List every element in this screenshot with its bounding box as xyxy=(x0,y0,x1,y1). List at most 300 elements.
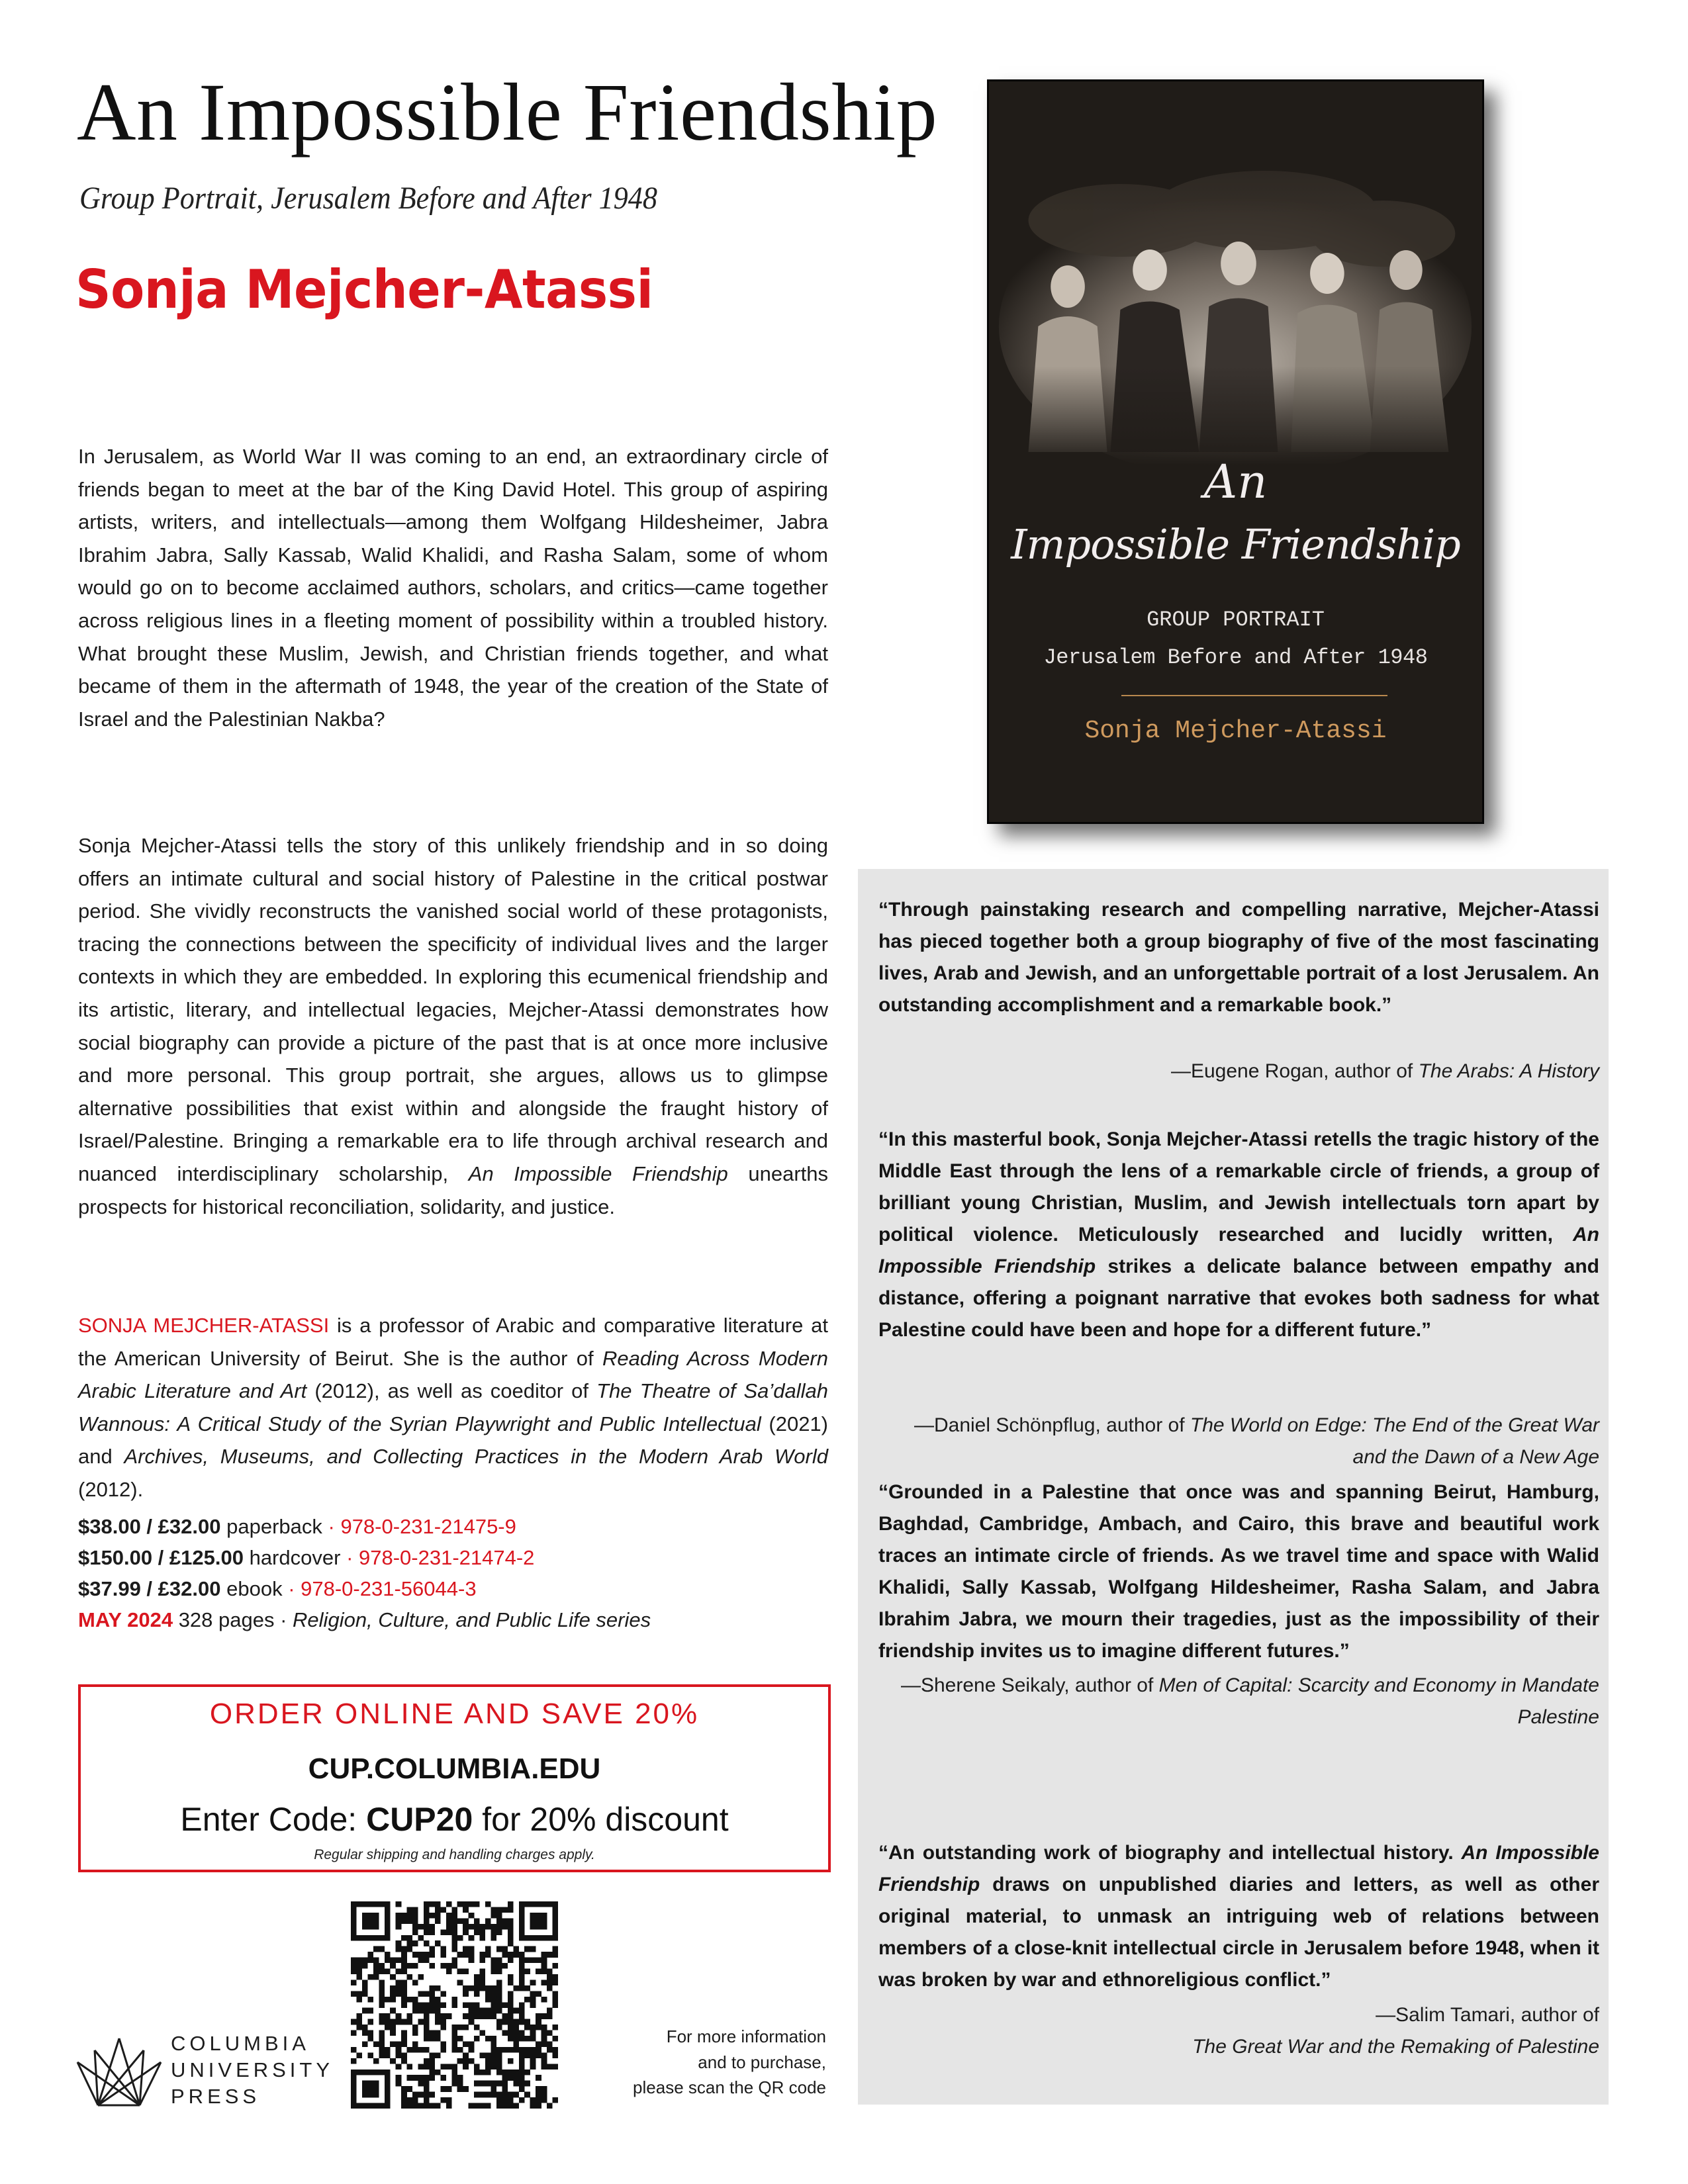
qr-module xyxy=(541,1935,547,1941)
qr-module xyxy=(424,2019,430,2025)
qr-module xyxy=(524,2025,530,2030)
qr-module xyxy=(463,1929,469,1935)
qr-module xyxy=(396,1991,402,1997)
qr-module xyxy=(367,2008,373,2014)
qr-module xyxy=(367,1952,373,1958)
format: ebook xyxy=(226,1577,283,1600)
qr-module xyxy=(379,2030,385,2036)
qr-module xyxy=(451,2064,457,2070)
qr-module xyxy=(424,2103,430,2109)
qr-module xyxy=(435,2070,441,2075)
qr-module xyxy=(491,1935,496,1941)
qr-module xyxy=(435,1985,441,1991)
qr-module xyxy=(362,1913,368,1919)
qr-module xyxy=(502,2070,508,2075)
qr-module xyxy=(474,2070,480,2075)
qr-module xyxy=(401,1952,407,1958)
bio-name: SONJA MEJCHER-ATASSI xyxy=(78,1314,330,1337)
qr-module xyxy=(429,2075,435,2081)
qr-module xyxy=(351,1979,357,1985)
qr-module xyxy=(469,1985,475,1991)
qr-module xyxy=(536,2075,541,2081)
qr-module xyxy=(508,2030,514,2036)
qr-module xyxy=(519,2064,525,2070)
qr-module xyxy=(496,1907,502,1913)
qr-module xyxy=(524,1958,530,1964)
footer-line: For more information xyxy=(666,2026,826,2046)
qr-module xyxy=(519,2008,525,2014)
qr-module xyxy=(524,1946,530,1952)
bio-book-title: Archives, Museums, and Collecting Practices in the Modern Arab World xyxy=(124,1445,828,1469)
qr-module xyxy=(480,1935,486,1941)
qr-module xyxy=(474,1979,480,1985)
publisher-line: COLUMBIA xyxy=(171,2032,310,2055)
qr-module xyxy=(424,1907,430,1913)
qr-module xyxy=(457,2025,463,2030)
qr-module xyxy=(508,1979,514,1985)
qr-module xyxy=(457,1952,463,1958)
qr-module xyxy=(429,1963,435,1969)
qr-module xyxy=(469,1924,475,1930)
qr-module xyxy=(446,2086,452,2092)
description-text: In Jerusalem, as World War II was coming to an end, an extraordinary circle of friends began to meet at the bar of the King David Hotel. This group of aspiring artists, writers, and intellectuals—among them Wolfgang Hildesheimer, Jabra Ibrahim Jabra, Sally Kassab, Walid Khalidi, and Rasha Salam, some of whom would go on to become acclaimed authors, scholars, and critics—came together across religious lines in a fleeting moment of possibility within a troubled history. What brought these Muslim, Jewish, and Christian friends together, and what became of them in the aftermath of 1948, the year of the creation of the State of Israel and the Palestinian Nakba? xyxy=(78,445,828,731)
qr-module xyxy=(435,2030,441,2036)
qr-module xyxy=(541,2058,547,2064)
qr-module xyxy=(463,1952,469,1958)
qr-module xyxy=(541,2041,547,2047)
qr-module xyxy=(491,2002,496,2008)
qr-module xyxy=(541,1952,547,1958)
qr-module xyxy=(356,1935,362,1941)
qr-module xyxy=(429,1901,435,1907)
qr-module xyxy=(524,1985,530,1991)
qr-module xyxy=(373,1901,379,1907)
price-list xyxy=(78,1511,828,1635)
qr-module xyxy=(541,1958,547,1964)
qr-module xyxy=(424,2047,430,2053)
qr-module xyxy=(485,1924,491,1930)
qr-module xyxy=(440,2041,446,2047)
qr-module xyxy=(356,1997,362,2003)
qr-module xyxy=(469,2058,475,2064)
qr-module xyxy=(435,1901,441,1907)
qr-module xyxy=(553,1952,558,1958)
qr-module xyxy=(547,1974,553,1980)
qr-module xyxy=(418,1935,424,1941)
qr-module xyxy=(513,2070,519,2075)
qr-module xyxy=(390,2008,396,2014)
qr-module xyxy=(502,1952,508,1958)
qr-module xyxy=(418,1952,424,1958)
qr-module xyxy=(474,2081,480,2087)
qr-module xyxy=(351,1963,357,1969)
qr-module xyxy=(390,2019,396,2025)
cover-title-line1: An xyxy=(1203,455,1268,509)
qr-module xyxy=(412,1997,418,2003)
cover-group-photo xyxy=(989,81,1482,465)
publication-date: MAY 2024 xyxy=(78,1608,173,1631)
qr-module xyxy=(407,1913,413,1919)
qr-module xyxy=(451,2041,457,2047)
qr-module xyxy=(491,1958,496,1964)
qr-module xyxy=(424,2092,430,2098)
qr-module xyxy=(424,2030,430,2036)
qr-module xyxy=(362,1901,368,1907)
qr-module xyxy=(435,1918,441,1924)
qr-module xyxy=(429,1985,435,1991)
qr-module xyxy=(469,2013,475,2019)
qr-module xyxy=(547,2041,553,2047)
qr-module xyxy=(446,1924,452,1930)
attribution-work: The World on Edge: The End of the Great War and the Dawn of a New Age xyxy=(1190,1414,1599,1468)
qr-module xyxy=(356,1974,362,1980)
qr-module xyxy=(502,2075,508,2081)
qr-module xyxy=(519,1963,525,1969)
qr-module xyxy=(401,2036,407,2042)
qr-module xyxy=(401,2002,407,2008)
qr-module xyxy=(446,1929,452,1935)
qr-module xyxy=(373,1913,379,1919)
qr-module xyxy=(356,2025,362,2030)
qr-module xyxy=(424,1913,430,1919)
qr-module xyxy=(446,2013,452,2019)
qr-module xyxy=(379,2070,385,2075)
qr-module xyxy=(362,2025,368,2030)
qr-module xyxy=(451,2047,457,2053)
qr-module xyxy=(385,2025,391,2030)
qr-module xyxy=(385,2097,391,2103)
qr-module xyxy=(547,1969,553,1975)
qr-module xyxy=(553,1963,558,1969)
footer-info xyxy=(583,2024,826,2101)
qr-module xyxy=(362,1918,368,1924)
qr-module xyxy=(553,2036,558,2042)
qr-module xyxy=(480,2070,486,2075)
qr-module xyxy=(401,2086,407,2092)
qr-module xyxy=(513,1985,519,1991)
qr-module xyxy=(351,2092,357,2098)
qr-module xyxy=(362,2030,368,2036)
qr-module xyxy=(496,1991,502,1997)
qr-module xyxy=(440,2019,446,2025)
qr-module xyxy=(385,2103,391,2109)
qr-module xyxy=(373,2070,379,2075)
qr-module xyxy=(553,1918,558,1924)
qr-module xyxy=(536,1924,541,1930)
qr-module xyxy=(407,1963,413,1969)
qr-module xyxy=(401,2052,407,2058)
qr-module xyxy=(435,2013,441,2019)
qr-module xyxy=(390,2030,396,2036)
qr-module xyxy=(407,1935,413,1941)
qr-module xyxy=(508,2025,514,2030)
qr-module xyxy=(502,2030,508,2036)
qr-module xyxy=(519,2030,525,2036)
qr-module xyxy=(463,1907,469,1913)
qr-module xyxy=(379,2047,385,2053)
qr-module xyxy=(373,1963,379,1969)
qr-module xyxy=(379,2036,385,2042)
qr-module xyxy=(446,1963,452,1969)
qr-module xyxy=(351,1991,357,1997)
qr-module xyxy=(379,2013,385,2019)
qr-module xyxy=(367,2019,373,2025)
qr-module xyxy=(547,1979,553,1985)
qr-module xyxy=(513,2047,519,2053)
order-url-link[interactable]: CUP.COLUMBIA.EDU xyxy=(308,1752,601,1785)
qr-module xyxy=(513,2025,519,2030)
qr-module xyxy=(480,1979,486,1985)
qr-module xyxy=(491,2052,496,2058)
qr-module xyxy=(429,2002,435,2008)
qr-module xyxy=(519,2002,525,2008)
qr-module xyxy=(496,2064,502,2070)
qr-module xyxy=(362,1985,368,1991)
description-text: Sonja Mejcher-Atassi tells the story of this unlikely friendship and in so doing offers an intimate cultural and social history of Palestine in the critical postwar period. She vividly reconstructs the vanished social world of these protagonists, tracing the connections between the specificity of individual lives and the larger contexts in which they are embedded. In exploring this ecumenical friendship and its artistic, literary, and intellectual legacies, Mejcher-Atassi demonstrates how social biography can provide a picture of the past that is at once more inclusive and more personal. This group portrait, she argues, allows us to glimpse alternative possibilities that exist within and alongside the fraught history of Israel/Palestine. Bringing a remarkable era to life through archival research and nuanced interdisciplinary scholarship, xyxy=(78,834,828,1185)
qr-module xyxy=(536,1958,541,1964)
qr-module xyxy=(390,2058,396,2064)
footer-line: please scan the QR code xyxy=(633,2077,826,2097)
qr-module xyxy=(513,2092,519,2098)
qr-module xyxy=(480,1929,486,1935)
qr-module xyxy=(485,2052,491,2058)
qr-module xyxy=(496,2002,502,2008)
qr-module xyxy=(390,1991,396,1997)
qr-module xyxy=(424,2081,430,2087)
qr-module xyxy=(480,2008,486,2014)
qr-module xyxy=(367,2030,373,2036)
qr-module xyxy=(356,2019,362,2025)
qr-module xyxy=(474,2036,480,2042)
qr-module xyxy=(440,1952,446,1958)
qr-module xyxy=(351,1913,357,1919)
qr-module xyxy=(429,2030,435,2036)
qr-module xyxy=(491,1907,496,1913)
qr-module xyxy=(429,1913,435,1919)
qr-module xyxy=(519,2081,525,2087)
qr-module xyxy=(553,1907,558,1913)
endorsement-attribution xyxy=(878,1410,1599,1473)
qr-module xyxy=(496,1958,502,1964)
qr-module xyxy=(469,2041,475,2047)
qr-module xyxy=(351,2081,357,2087)
qr-module xyxy=(407,2047,413,2053)
qr-module xyxy=(530,1935,536,1941)
qr-module xyxy=(379,1969,385,1975)
qr-module xyxy=(424,2025,430,2030)
quote-text: “An outstanding work of biography and intellectual history. xyxy=(878,1842,1454,1864)
qr-module xyxy=(401,1958,407,1964)
qr-module xyxy=(367,2070,373,2075)
qr-module xyxy=(541,2097,547,2103)
qr-module xyxy=(396,2041,402,2047)
qr-module xyxy=(396,2047,402,2053)
qr-module xyxy=(351,1924,357,1930)
qr-module xyxy=(491,1913,496,1919)
qr-module xyxy=(496,2070,502,2075)
qr-module xyxy=(480,2013,486,2019)
qr-module xyxy=(412,1924,418,1930)
qr-module xyxy=(508,2047,514,2053)
qr-module xyxy=(418,2075,424,2081)
qr-module xyxy=(412,1952,418,1958)
qr-module xyxy=(541,2013,547,2019)
qr-module xyxy=(519,1935,525,1941)
qr-module xyxy=(424,2058,430,2064)
endorsement-attribution xyxy=(878,1056,1599,1087)
qr-module xyxy=(440,2064,446,2070)
qr-module xyxy=(401,2097,407,2103)
qr-module xyxy=(513,2081,519,2087)
qr-module xyxy=(547,2103,553,2109)
qr-module xyxy=(367,1918,373,1924)
qr-module xyxy=(412,1918,418,1924)
qr-module xyxy=(485,2036,491,2042)
qr-module xyxy=(502,2081,508,2087)
qr-module xyxy=(435,1940,441,1946)
qr-module xyxy=(491,2064,496,2070)
qr-module xyxy=(385,1929,391,1935)
qr-module xyxy=(536,2019,541,2025)
qr-module xyxy=(440,2013,446,2019)
qr-module xyxy=(379,1963,385,1969)
qr-module xyxy=(457,2036,463,2042)
qr-module xyxy=(362,2092,368,2098)
qr-module xyxy=(541,2086,547,2092)
qr-module xyxy=(407,1946,413,1952)
qr-module xyxy=(396,1985,402,1991)
qr-module xyxy=(362,2103,368,2109)
qr-module xyxy=(480,1952,486,1958)
qr-module xyxy=(424,1901,430,1907)
qr-module xyxy=(401,1918,407,1924)
qr-module xyxy=(496,1946,502,1952)
qr-module xyxy=(530,1901,536,1907)
qr-module xyxy=(485,1991,491,1997)
qr-module xyxy=(463,2086,469,2092)
qr-module xyxy=(362,2081,368,2087)
qr-module xyxy=(508,1935,514,1941)
qr-module xyxy=(524,2081,530,2087)
code-value: CUP20 xyxy=(366,1801,473,1838)
qr-module xyxy=(524,2036,530,2042)
qr-module xyxy=(519,1958,525,1964)
qr-module xyxy=(385,1924,391,1930)
qr-module xyxy=(401,1935,407,1941)
qr-module xyxy=(519,2058,525,2064)
qr-module xyxy=(367,1913,373,1919)
qr-module xyxy=(356,2103,362,2109)
qr-module xyxy=(451,2036,457,2042)
qr-module xyxy=(385,1913,391,1919)
qr-module xyxy=(480,1974,486,1980)
qr-module xyxy=(435,2008,441,2014)
qr-module xyxy=(396,1913,402,1919)
qr-module xyxy=(356,1901,362,1907)
qr-module xyxy=(553,2052,558,2058)
bio-text: (2012), as well as coeditor of xyxy=(314,1379,589,1403)
qr-module xyxy=(469,1958,475,1964)
qr-module xyxy=(429,2036,435,2042)
order-headline: ORDER ONLINE AND SAVE 20% xyxy=(209,1698,700,1730)
qr-module xyxy=(451,2002,457,2008)
qr-module xyxy=(429,1929,435,1935)
qr-module xyxy=(401,2030,407,2036)
qr-module xyxy=(496,1913,502,1919)
qr-module xyxy=(508,2097,514,2103)
qr-module xyxy=(502,2097,508,2103)
qr-module xyxy=(541,1924,547,1930)
qr-module xyxy=(480,2092,486,2098)
qr-module xyxy=(547,2047,553,2053)
qr-module xyxy=(401,1985,407,1991)
qr-module xyxy=(424,2086,430,2092)
qr-module xyxy=(491,1924,496,1930)
qr-module xyxy=(351,1929,357,1935)
qr-module xyxy=(502,1924,508,1930)
qr-module xyxy=(401,1963,407,1969)
qr-module xyxy=(435,1997,441,2003)
qr-module xyxy=(496,1969,502,1975)
qr-module xyxy=(463,1918,469,1924)
qr-code[interactable] xyxy=(351,1901,558,2109)
publisher-line: PRESS xyxy=(171,2085,261,2108)
qr-module xyxy=(418,2092,424,2098)
qr-module xyxy=(524,2070,530,2075)
qr-module xyxy=(457,1935,463,1941)
qr-module xyxy=(485,2008,491,2014)
qr-module xyxy=(530,2058,536,2064)
qr-module xyxy=(469,1935,475,1941)
qr-module xyxy=(480,1958,486,1964)
qr-module xyxy=(508,2075,514,2081)
qr-module xyxy=(536,2013,541,2019)
qr-module xyxy=(530,2030,536,2036)
qr-module xyxy=(412,2030,418,2036)
qr-module xyxy=(524,2052,530,2058)
qr-module xyxy=(496,2092,502,2098)
qr-module xyxy=(379,1979,385,1985)
qr-module xyxy=(508,1940,514,1946)
qr-module xyxy=(373,1918,379,1924)
qr-module xyxy=(541,1918,547,1924)
qr-module xyxy=(496,1985,502,1991)
qr-module xyxy=(424,2002,430,2008)
qr-module xyxy=(362,2086,368,2092)
qr-module xyxy=(407,1907,413,1913)
qr-module xyxy=(396,1901,402,1907)
qr-module xyxy=(390,1958,396,1964)
quote-book-title: An Impossible Friendship xyxy=(878,1842,1599,1895)
price-row-paperback xyxy=(78,1511,828,1542)
qr-module xyxy=(508,1952,514,1958)
qr-module xyxy=(463,2064,469,2070)
qr-module xyxy=(373,1974,379,1980)
qr-module xyxy=(356,2052,362,2058)
qr-module xyxy=(530,1924,536,1930)
qr-module xyxy=(385,2070,391,2075)
qr-module xyxy=(451,2070,457,2075)
qr-module xyxy=(508,1958,514,1964)
qr-module xyxy=(351,2030,357,2036)
code-prefix: Enter Code: xyxy=(180,1801,357,1838)
qr-module xyxy=(474,1974,480,1980)
endorsement-quote xyxy=(878,1124,1599,1346)
quote-text: “In this masterful book, Sonja Mejcher-Atassi retells the tragic history of the Middle East through the lens of a remarkable circle of friends, a group of brilliant young Christian, Muslim, and Jewish intellectuals torn apart by political violence. Meticulously researched and lucidly written, xyxy=(878,1128,1599,1246)
qr-module xyxy=(424,1924,430,1930)
cover-subtitle: Jerusalem Before and After 1948 xyxy=(1043,645,1428,670)
qr-module xyxy=(379,2019,385,2025)
